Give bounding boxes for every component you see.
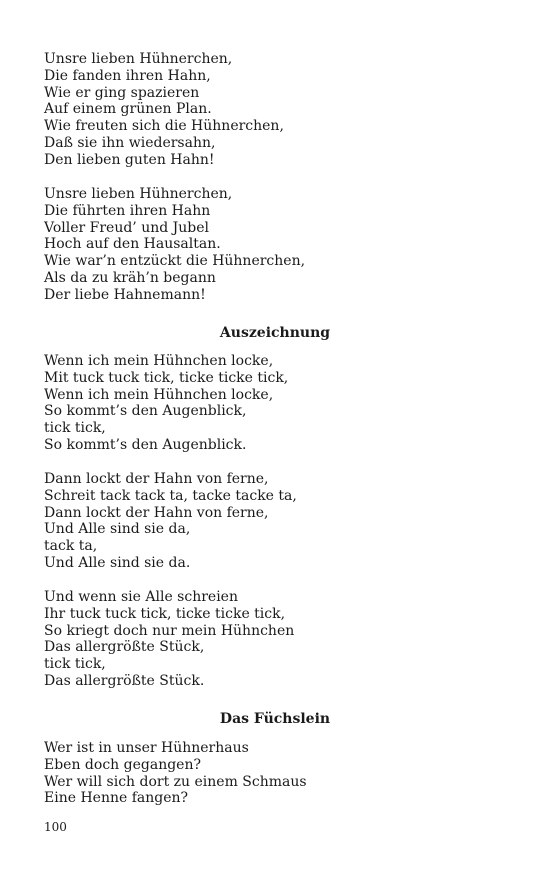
verse-line: Der liebe Hahnemann! [44,286,206,303]
verse-line: Wie war’n entzückt die Hühnerchen, [44,253,306,270]
verse-line: Ihr tuck tuck tick, ticke ticke tick, [44,605,286,622]
stanza-6 [44,740,504,807]
stanza-1 [44,51,504,169]
poem-title-auszeichnung: Auszeichnung [219,325,331,341]
verse-line: Dann lockt der Hahn von ferne, [44,471,269,487]
verse-line: Auf einem grünen Plan. [44,101,212,118]
verse-line: So kommt’s den Augenblick, [44,403,247,420]
verse-line: Unsre lieben Hühnerchen, [44,186,233,202]
verse-line: Schreit tack tack ta, tacke tacke ta, [44,487,297,504]
verse-line: Die führten ihren Hahn [44,202,211,219]
verse-line: Daß sie ihn wiedersahn, [44,134,216,151]
verse-line: Hoch auf den Hausaltan. [44,236,221,253]
verse-line: Die fanden ihren Hahn, [44,67,211,84]
stanza-2 [44,186,504,304]
verse-line: Das allergrößte Stück. [44,672,205,689]
page-number: 100 [44,820,67,834]
verse-line: tack ta, [44,538,98,555]
stanza-3 [44,353,504,454]
verse-line: Und Alle sind sie da. [44,554,191,571]
verse-line: Wer ist in unser Hühnerhaus [44,740,249,756]
verse-line: So kriegt doch nur mein Hühnchen [44,622,295,639]
verse-line: Wenn ich mein Hühnchen locke, [44,386,274,403]
verse-line: Das allergrößte Stück, [44,639,205,656]
stanza-4 [44,471,504,572]
verse-line: tick tick, [44,420,106,437]
verse-line: Mit tuck tuck tick, ticke ticke tick, [44,369,289,386]
verse-line: Unsre lieben Hühnerchen, [44,51,233,67]
verse-line: tick tick, [44,656,106,673]
verse-line: Und Alle sind sie da, [44,521,191,538]
poem-title-das-fuechslein: Das Füchslein [219,711,331,727]
verse-line: Eben doch gegangen? [44,756,201,773]
stanza-5 [44,589,504,690]
verse-line: Dann lockt der Hahn von ferne, [44,504,269,521]
verse-line: Und wenn sie Alle schreien [44,589,238,605]
verse-line: Wie er ging spazieren [44,84,200,101]
verse-line: Den lieben guten Hahn! [44,151,215,168]
verse-line: Wenn ich mein Hühnchen locke, [44,353,274,369]
verse-line: Voller Freud’ und Jubel [44,219,210,236]
verse-line: Wer will sich dort zu einem Schmaus [44,773,307,790]
verse-line: So kommt’s den Augenblick. [44,436,247,453]
verse-line: Wie freuten sich die Hühnerchen, [44,118,284,135]
verse-line: Als da zu kräh’n begann [44,269,216,286]
verse-line: Eine Henne fangen? [44,790,189,807]
